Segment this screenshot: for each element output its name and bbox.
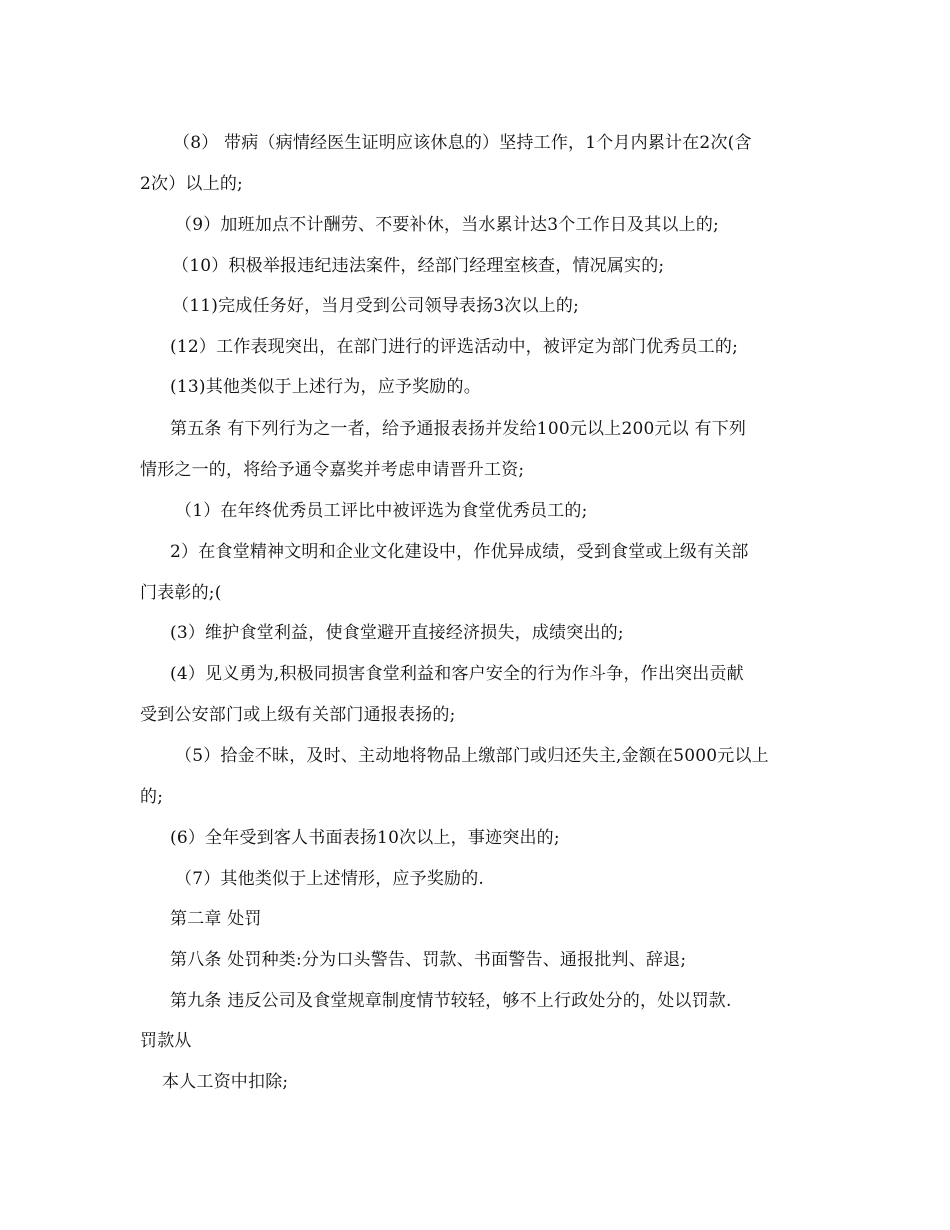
text-line: （10）积极举报违纪违法案件，经部门经理室核查，情况属实的; <box>172 256 665 276</box>
text-line: （7）其他类似于上述情形，应予奖励的. <box>175 869 485 889</box>
text-line: 的; <box>140 787 164 807</box>
text-line: （5）拾金不昧，及时、主动地将物品上缴部门或归还失主,金额在5000元以上 <box>175 746 769 766</box>
text-line: (13)其他类似于上述行为，应予奖励的。 <box>170 377 481 397</box>
text-line: （9）加班加点不计酬劳、不要补休，当水累计达3个工作日及其以上的; <box>175 215 719 235</box>
text-line: 罚款从 <box>140 1031 192 1051</box>
text-line: 第五条 有下列行为之一者，给予通报表扬并发给100元以上200元以 有下列 <box>170 419 747 439</box>
text-line: (6）全年受到客人书面表扬10次以上，事迹突出的; <box>170 828 560 848</box>
text-line: （1）在年终优秀员工评比中被评选为食堂优秀员工的; <box>175 501 588 521</box>
text-line: 受到公安部门或上级有关部门通报表扬的; <box>140 705 456 725</box>
section-heading: 第二章 处罚 <box>170 909 262 929</box>
text-line: 第八条 处罚种类:分为口头警告、罚款、书面警告、通报批判、辞退; <box>170 950 687 970</box>
text-line: (12）工作表现突出，在部门进行的评选活动中，被评定为部门优秀员工的; <box>170 337 738 357</box>
text-line: （11)完成任务好，当月受到公司领导表扬3次以上的; <box>172 296 580 316</box>
text-line: 2次）以上的; <box>140 174 243 194</box>
text-line: 情形之一的，将给予通令嘉奖并考虑申请晋升工资; <box>140 460 525 480</box>
text-line: （8） 带病（病情经医生证明应该休息的）坚持工作，1个月内累计在2次(含 <box>173 133 752 153</box>
text-line: 2）在食堂精神文明和企业文化建设中，作优异成绩，受到食堂或上级有关部 <box>170 542 749 562</box>
text-line: (3）维护食堂利益，使食堂避开直接经济损失，成绩突出的; <box>170 623 624 643</box>
text-line: 第九条 违反公司及食堂规章制度情节较轻，够不上行政处分的，处以罚款. <box>170 991 732 1011</box>
text-line: 本人工资中扣除; <box>162 1072 289 1092</box>
text-line: (4）见义勇为,积极同损害食堂利益和客户安全的行为作斗争，作出突出贡献 <box>170 664 744 684</box>
text-line: 门表彰的;( <box>140 583 222 603</box>
